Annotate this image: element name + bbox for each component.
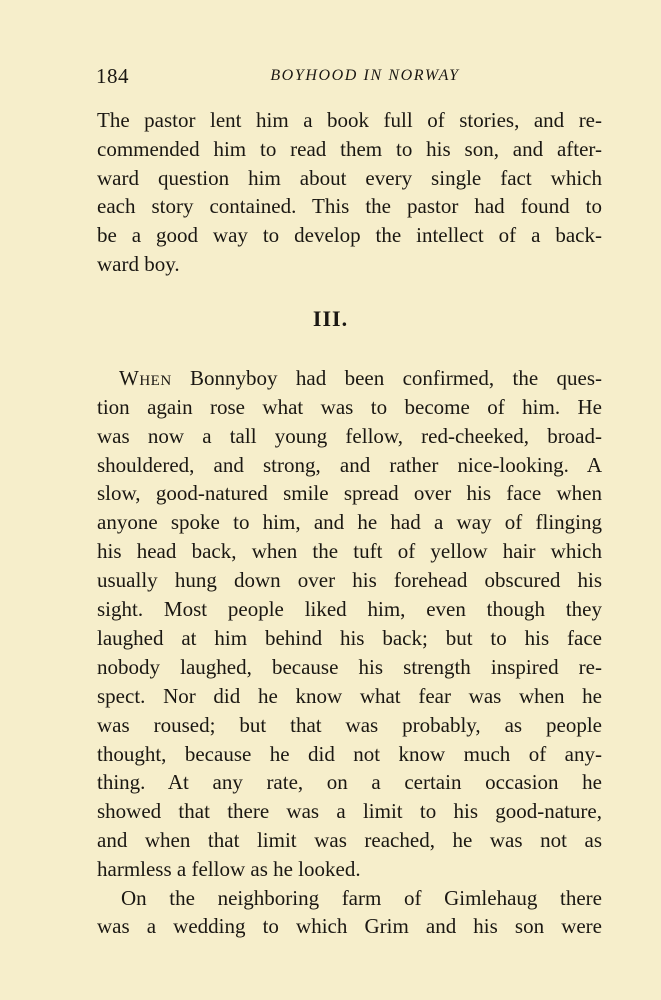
text-line: and when that limit was reached, he was not as [97,828,602,852]
text-line: each story contained. This the pastor had found to [97,194,602,218]
text-line: tion again rose what was to become of him. He [97,395,602,419]
text-line-first [119,364,602,393]
text-line: commended him to read them to his son, and after- [97,137,602,161]
text-line: showed that there was a limit to his good-nature, [97,799,602,823]
text-line: harmless a fellow as he looked. [97,857,361,881]
section-heading: III. [312,306,349,331]
text-line: thought, because he did not know much of any- [97,742,602,766]
text-line: be a good way to develop the intellect of a back- [97,223,602,247]
text-line: shouldered, and strong, and rather nice-looking. A [97,453,602,477]
text-line: was a wedding to which Grim and his son were [97,914,602,938]
page-header [96,64,604,90]
text-line: was now a tall young fellow, red-cheeked, broad- [97,424,602,448]
drop-word: When [119,366,172,390]
text-line: anyone spoke to him, and he had a way of flinging [97,510,602,534]
text-line: nobody laughed, because his strength inspired re- [97,655,602,679]
text-line: The pastor lent him a book full of stories, and re- [97,108,602,132]
page-number: 184 [96,64,129,88]
text-line: On the neighboring farm of Gimlehaug there [121,886,602,910]
text-line: slow, good-natured smile spread over his face when [97,481,602,505]
text-line: sight. Most people liked him, even though they [97,597,602,621]
text-line: his head back, when the tuft of yellow hair which [97,539,602,563]
first-line-rest: Bonnyboy had been confirmed, the ques- [171,366,602,390]
running-title: BOYHOOD IN NORWAY [270,67,460,84]
text-line: spect. Nor did he know what fear was when he [97,684,602,708]
text-line: ward boy. [97,252,180,276]
text-line: laughed at him behind his back; but to his face [97,626,602,650]
text-line: ward question him about every single fact which [97,166,602,190]
text-line: thing. At any rate, on a certain occasion he [97,770,602,794]
text-line: usually hung down over his forehead obscured his [97,568,602,592]
text-line: was roused; but that was probably, as people [97,713,602,737]
